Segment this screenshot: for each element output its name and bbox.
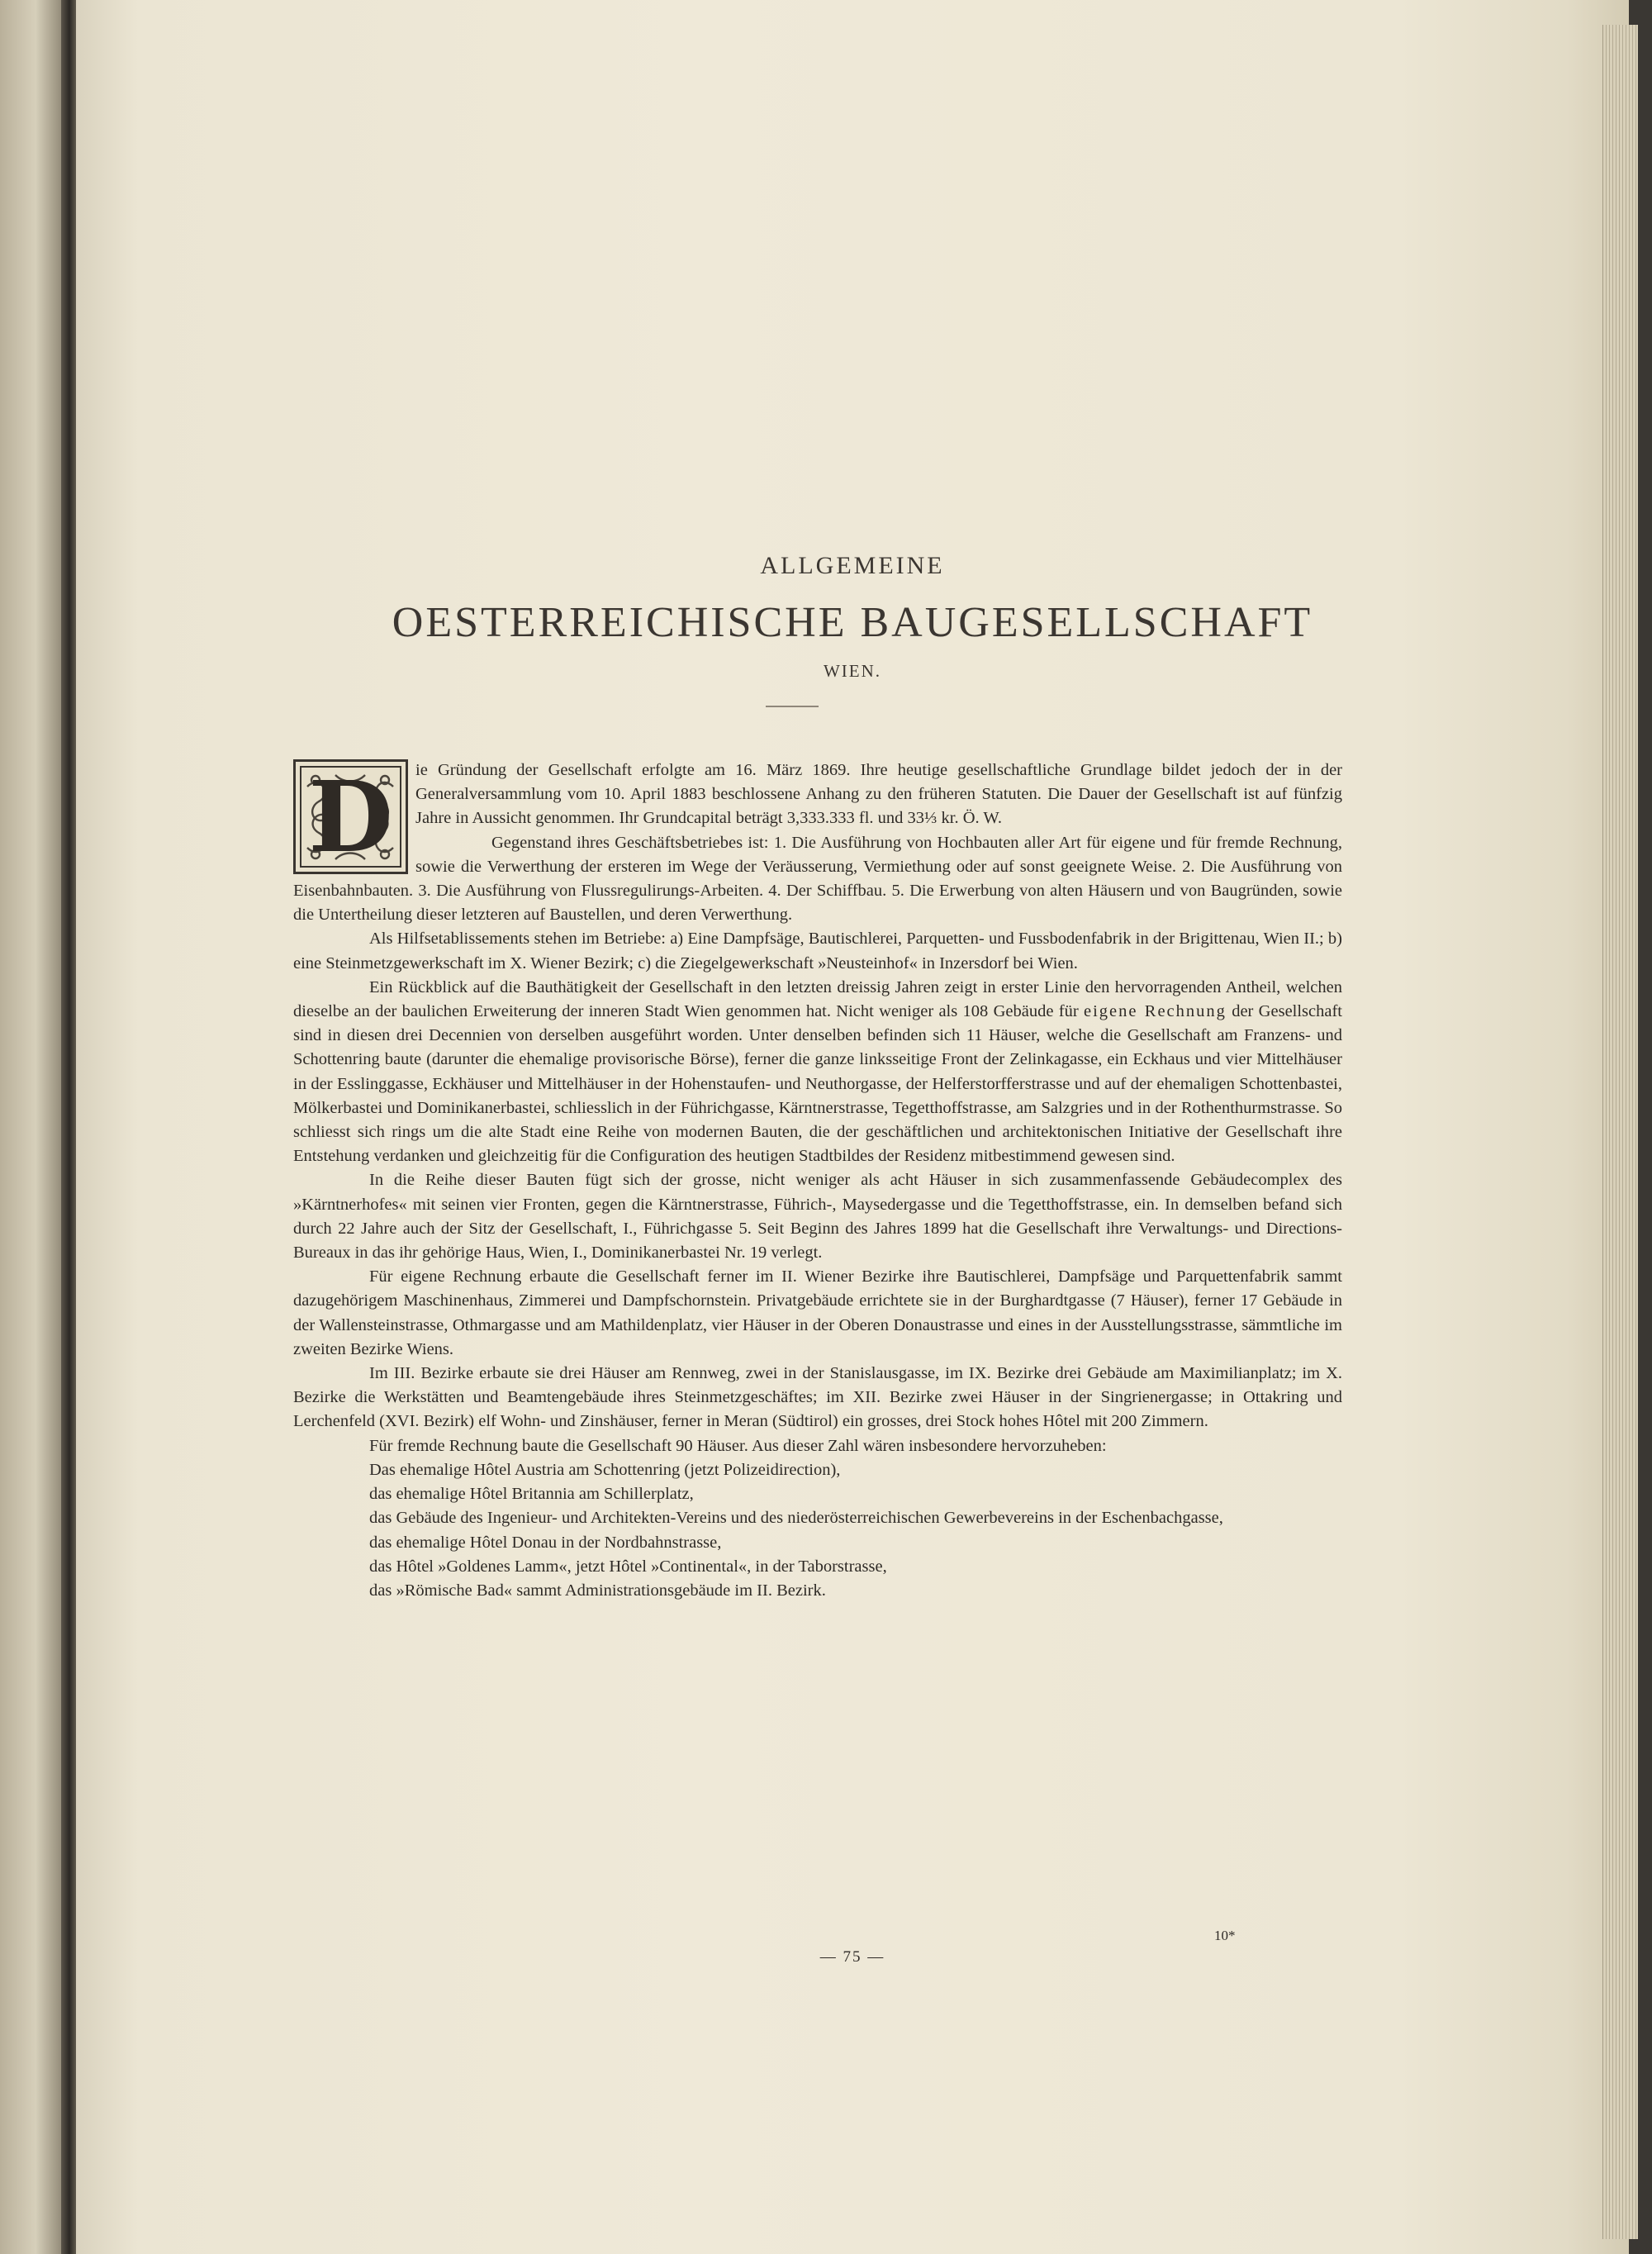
- retrospective-text-b: der Gesellschaft sind in diesen drei Decennien von derselben ausgeführt worden. Unter denselben befinden sich 11 Häuser, welche die Gesellschaft am Franzens- und Schottenring baute (darunter die ehemalige provisorische Börse), ferner die ganze linksseitige Front der Zelinkagasse, ein Eckhaus und vier Mittelhäuser in der Esslinggasse, Eckhäuser und Mittelhäuser in der Hohenstaufen- und Neuthorgasse, der Helferstorfferstrasse und auf der ehemaligen Schottenbastei, Mölkerbastei und Dominikanerbastei, schliesslich in der Führichgasse, Kärntnerstrasse, Tegetthoffstrasse, am Salzgries und in der Rothenthurmstrasse. So schliesst sich rings um die alte Stadt eine Reihe von modernen Bauten, die der geschäftlichen und architektonischen Initiative der Gesellschaft ihre Entstehung verdanken und gleichzeitig für die Configuration des heutigen Stadtbildes der Residenz mitbestimmend gewesen sind.: [293, 1002, 1343, 1166]
- initial-letter: D: [308, 759, 393, 874]
- previous-page-edge: [0, 0, 64, 2254]
- retrospective-text-a: Ein Rückblick auf die Bauthätigkeit der Gesellschaft in den letzten dreissig Jahren zeigt in erster Linie den hervorragenden Antheil, welchen dieselbe an der baulichen Erweiterung der inneren Stadt Wien genommen hat. Nicht weniger als 108 Gebäude für: [293, 977, 1342, 1021]
- list-item: das ehemalige Hôtel Britannia am Schillerplatz,: [369, 1485, 694, 1504]
- page-number: — 75 —: [819, 1948, 885, 1966]
- paragraph-auxiliary-plants: Als Hilfsetablissements stehen im Betriebe: a) Eine Dampfsäge, Bautischlerei, Parquetten- und Fussbodenfabrik in der Brigittenau, Wien II.; b) eine Steinmetzgewerkschaft im X. Wiener Bezirk; c) die Ziegelgewerkschaft »Neusteinhof« in Inzersdorf bei Wien.: [293, 930, 1342, 972]
- heading-line-1: ALLGEMEINE: [760, 552, 945, 579]
- list-item: Das ehemalige Hôtel Austria am Schottenring (jetzt Polizeidirection),: [369, 1460, 841, 1479]
- paragraph-business-scope: Gegenstand ihres Geschäftsbetriebes ist: 1. Die Ausführung von Hochbauten aller Art für eigene und für fremde Rechnung, sowie die Verwerthung der ersteren im Wege der Veräusserung, Vermiethung oder auf sonst geeignete Weise. 2. Die Ausführung von Eisenbahnbauten. 3. Die Ausführung von Flussregulirungs-Arbeiten. 4. Der Schiffbau. 5. Die Erwerbung von alten Häusern und von Baugründen, sowie die Untertheilung dieser letzteren auf Baustellen, und deren Verwerthung.: [293, 833, 1342, 925]
- list-item: das »Römische Bad« sammt Administrationsgebäude im II. Bezirk.: [369, 1581, 826, 1600]
- signature-mark: 10*: [1214, 1928, 1236, 1943]
- article-body: [293, 758, 1342, 1603]
- company-title: OESTERREICHISCHE BAUGESELLSCHAFT: [392, 599, 1313, 646]
- paragraph-retrospective: [293, 976, 1342, 1169]
- list-item: das Gebäude des Ingenieur- und Architekten-Vereins und des niederösterreichischen Gewerbevereins in der Eschenbachgasse,: [369, 1509, 1223, 1528]
- title-divider: [766, 706, 819, 707]
- list-item: das ehemalige Hôtel Donau in der Nordbahnstrasse,: [369, 1533, 722, 1552]
- own-account-emphasis: eigene Rechnung: [1083, 1002, 1227, 1021]
- paragraph-own-buildings: Für eigene Rechnung erbaute die Gesellschaft ferner im II. Wiener Bezirke ihre Bautischlerei, Dampfsäge und Parquettenfabrik sammt dazugehörigem Maschinenhaus, Zimmerei und Dampfschornstein. Privatgebäude errichtete sie in der Burghardtgasse (7 Häuser), ferner 17 Gebäude in der Wallensteinstrasse, Othmargasse und am Mathildenplatz, vier Häuser in der Oberen Donaustrasse und eines in der Ausstellungsstrasse, sämmtliche im zweiten Bezirke Wiens.: [293, 1267, 1342, 1358]
- paragraph-founding: ie Gründung der Gesellschaft erfolgte am 16. März 1869. Ihre heutige gesellschaftliche Grundlage bildet jedoch der in der Generalversammlung vom 10. April 1883 beschlossene Anhang zu den früheren Statuten. Die Dauer der Gesellschaft ist auf fünfzig Jahre in Aussicht genommen. Ihr Grundcapital beträgt 3,333.333 fl. und 33⅓ kr. Ö. W.: [415, 761, 1342, 828]
- paragraph-third-party: Für fremde Rechnung baute die Gesellschaft 90 Häuser. Aus dieser Zahl wären insbesondere hervorzuheben:: [369, 1436, 1107, 1455]
- paragraph-other-districts: Im III. Bezirke erbaute sie drei Häuser am Rennweg, zwei in der Stanislausgasse, im IX. Bezirke drei Gebäude am Maximilianplatz; im X. Bezirke die Werkstätten und Beamtengebäude ihres Steinmetzgeschäftes; im XII. Bezirke zwei Häuser in der Singrienergasse; in Ottakring und Lerchenfeld (XVI. Bezirk) elf Wohn- und Zinshäuser, ferner in Meran (Südtirol) ein grosses, drei Stock hohes Hôtel mit 200 Zimmern.: [293, 1364, 1342, 1431]
- list-item: das Hôtel »Goldenes Lamm«, jetzt Hôtel »Continental«, in der Taborstrasse,: [369, 1557, 887, 1576]
- city-subtitle: WIEN.: [823, 661, 882, 681]
- paragraph-kaerntnerhof: In die Reihe dieser Bauten fügt sich der grosse, nicht weniger als acht Häuser in sich zusammenfassende Gebäudecomplex des »Kärntnerhofes« mit seinen vier Fronten, gegen die Kärntnerstrasse, Führich-, Maysedergasse und die Tegetthoffstrasse, ein. In demselben befand sich durch 22 Jahre auch der Sitz der Gesellschaft, I., Führichgasse 5. Seit Beginn des Jahres 1899 hat die Gesellschaft ihre Verwaltungs- und Directions-Bureaux in das ihr gehörige Haus, Wien, I., Dominikanerbastei Nr. 19 verlegt.: [293, 1171, 1342, 1263]
- book-gutter: [61, 0, 78, 2254]
- page-fore-edge: [1602, 25, 1638, 2239]
